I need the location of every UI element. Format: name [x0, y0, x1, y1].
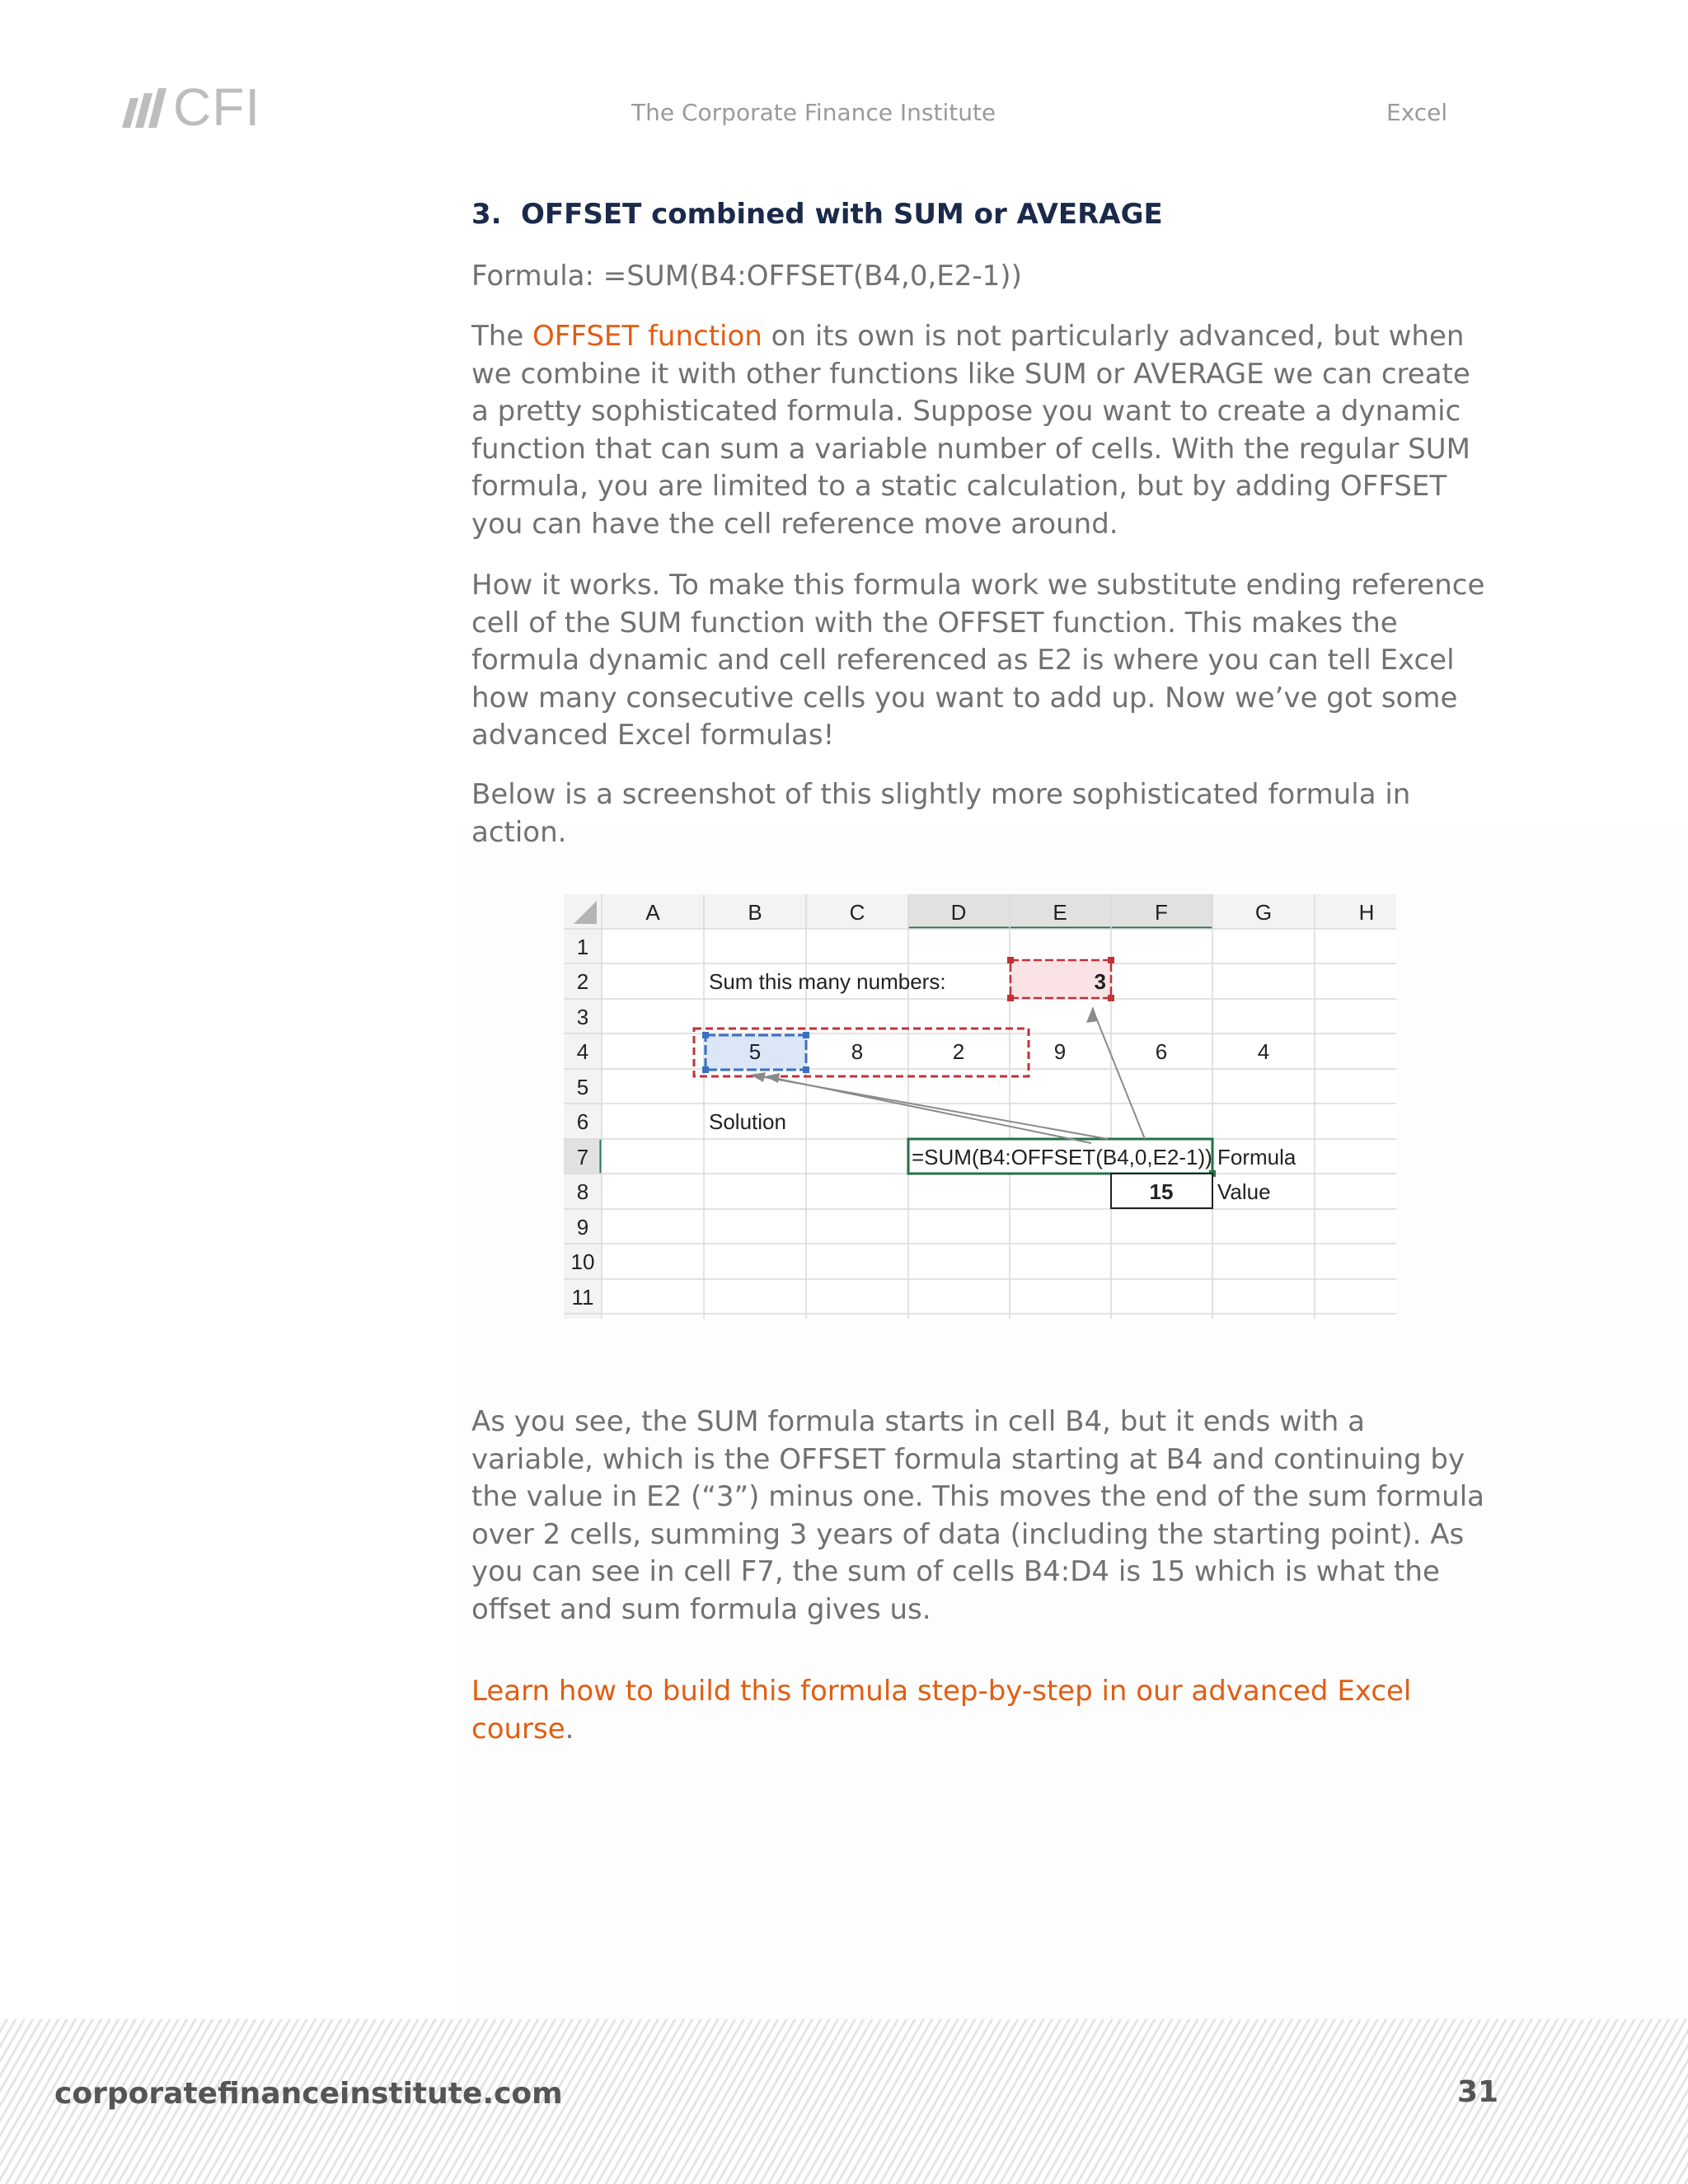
- row-header-3: 3: [576, 1005, 589, 1029]
- row-header-8: 8: [576, 1179, 589, 1204]
- col-header-d: D: [950, 900, 967, 925]
- cell-b6-label: Solution: [709, 1109, 786, 1134]
- offset-function-link[interactable]: OFFSET function: [532, 320, 762, 353]
- paragraph-screenshot-intro: Below is a screenshot of this slightly more sophisticated formula in action.: [471, 778, 1411, 849]
- cell-e2-value: 3: [1094, 969, 1106, 994]
- col-header-f: F: [1155, 900, 1168, 925]
- section-title: OFFSET combined with SUM or AVERAGE: [521, 198, 1163, 231]
- page-number: 31: [1457, 2075, 1499, 2109]
- cell-g8-label: Value: [1217, 1179, 1271, 1204]
- formula-line: Formula: =SUM(B4:OFFSET(B4,0,E2-1)): [471, 260, 1022, 293]
- cfi-logo: [114, 77, 261, 137]
- header-section: Excel: [1386, 99, 1448, 126]
- col-header-c: C: [849, 900, 865, 925]
- col-header-g: G: [1254, 900, 1273, 925]
- para1-before: The: [471, 320, 533, 353]
- header-title: The Corporate Finance Institute: [631, 99, 996, 126]
- paragraph-explanation: As you see, the SUM formula starts in cell B4, but it ends with a variable, which is the OFFSET formula starting at B4 and continuing by the value in E2 (“3”) minus one. This moves the end of the sum formula over 2 cells, summing 3 years of data (including the starting point). As you can see in cell F7, the sum of cells B4:D4 is 15 which is what the offset and sum formula gives us.: [471, 1405, 1484, 1626]
- cell-b2-label: Sum this many numbers:: [709, 969, 946, 994]
- cell-f4-value: 6: [1155, 1039, 1168, 1064]
- row-header-4: 4: [576, 1039, 589, 1064]
- row-header-7: 7: [576, 1145, 589, 1169]
- col-header-e: E: [1053, 900, 1067, 925]
- cell-g4-value: 4: [1257, 1039, 1270, 1064]
- cfi-slash-icon: [114, 87, 166, 128]
- cell-b4-value: 5: [748, 1039, 762, 1064]
- cta-line: [471, 1673, 1493, 1748]
- row-header-1: 1: [576, 935, 589, 959]
- paragraph-intro: [471, 318, 1493, 543]
- advanced-excel-course-link[interactable]: Learn how to build this formula step-by-step in our advanced Excel course: [471, 1675, 1412, 1746]
- cell-d4-value: 2: [952, 1039, 965, 1064]
- cell-c4-value: 8: [851, 1039, 864, 1064]
- section-number: 3.: [471, 198, 502, 231]
- row-header-9: 9: [576, 1215, 589, 1240]
- col-header-a: A: [645, 900, 660, 925]
- row-header-6: 6: [576, 1109, 589, 1134]
- formula-text: =SUM(B4:OFFSET(B4,0,E2-1)): [912, 1145, 1212, 1169]
- paragraph-how-it-works: How it works. To make this formula work we substitute ending reference cell of the SUM function with the OFFSET function. This makes the formula dynamic and cell referenced as E2 is where you can tell Excel how many consecutive cells you want to add up. Now we’ve got some advanced Excel formulas!: [471, 569, 1485, 752]
- logo-text: CFI: [173, 77, 261, 137]
- cell-f8-result: 15: [1149, 1179, 1174, 1204]
- section-heading: [471, 198, 1163, 231]
- row-header-11: 11: [571, 1285, 594, 1310]
- para1-after: on its own is not particularly advanced, but when we combine it with other functions like SUM or AVERAGE we can create a pretty sophisticated formula. Suppose you want to create a dynamic function that can sum a variable number of cells. With the regular SUM formula, you are limited to a static calculation, but by adding OFFSET you can have the cell reference move around.: [471, 320, 1470, 541]
- col-header-h: H: [1358, 900, 1375, 925]
- row-header-10: 10: [570, 1249, 595, 1274]
- cell-e4-value: 9: [1053, 1039, 1067, 1064]
- row-header-5: 5: [576, 1075, 589, 1099]
- cta-period: .: [565, 1712, 574, 1746]
- col-header-b: B: [748, 900, 762, 925]
- footer-website[interactable]: corporatefinanceinstitute.com: [54, 2077, 563, 2111]
- cell-g7-label: Formula: [1217, 1145, 1296, 1169]
- row-header-2: 2: [576, 969, 589, 994]
- spreadsheet-screenshot: [564, 894, 1396, 1319]
